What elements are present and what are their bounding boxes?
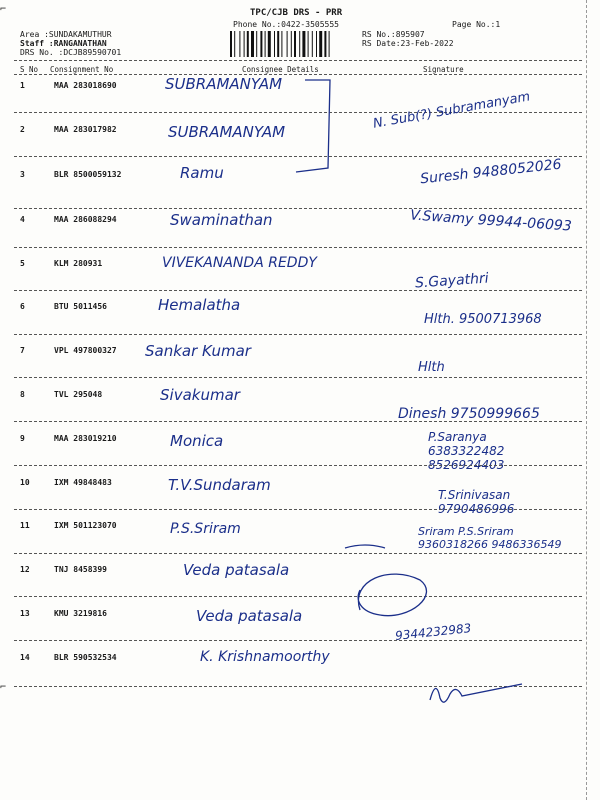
staff-field: Staff :RANGANATHAN [20,39,107,48]
row-consignee: K. Krishnamoorthy [200,649,330,665]
table-row [0,156,600,211]
row-consignee: Sivakumar [160,386,240,404]
row-consignment: BLR 8500059132 [54,170,122,179]
table-row [0,342,600,387]
row-signature: V.Swamy 99944-06093 [409,207,573,235]
header-rule-top [14,60,582,61]
row-consignee: Sankar Kumar [145,342,251,360]
row-consignment: KLM 280931 [54,259,103,268]
row-consignee: Swaminathan [170,211,273,229]
row-signature: N. Sub(?) Subramanyam [371,89,532,132]
table-row [0,296,600,343]
row-signature: 9344232983 [394,621,472,643]
row-divider [14,112,582,113]
table-row [0,649,600,694]
row-sno: 11 [20,521,30,530]
phone-number: Phone No.:0422-3505555 [233,20,339,29]
row-signature: Suresh 9488052026 [419,156,563,188]
corner-mark: ⌐ [0,682,7,693]
row-divider [14,640,582,641]
row-consignee: Monica [170,432,224,450]
row-consignment: BTU 5011456 [54,302,107,311]
column-header-consignment: Consignment No [50,65,114,74]
table-row [0,478,600,519]
row-divider [14,290,582,291]
column-header-consignee: Consignee Details [242,65,319,74]
row-sno: 14 [20,653,30,662]
row-consignee: SUBRAMANYAM [165,75,283,93]
rs-date: RS Date:23-Feb-2022 [362,39,454,48]
row-divider [14,509,582,510]
table-row [0,207,600,256]
row-signature: P.Saranya 6383322482 8526924403 [428,430,505,472]
row-signature: Hlth [418,360,445,375]
row-sno: 5 [20,259,25,268]
row-divider [14,465,582,466]
table-row [0,386,600,431]
row-consignment: KMU 3219816 [54,609,107,618]
row-consignment: TNJ 8458399 [54,565,107,574]
page-number: Page No.:1 [452,20,501,29]
header-rule-bottom [14,74,582,75]
table-row [0,89,600,166]
rs-number: RS No.:895907 [362,30,425,39]
row-consignment: IXM 49848483 [54,478,112,487]
row-sno: 13 [20,609,30,618]
table-row [0,430,600,475]
table-row [0,521,600,562]
row-consignment: TVL 295048 [54,390,103,399]
row-divider [14,377,582,378]
drs-number: DRS No. :DCJB89590701 [20,48,122,57]
row-sno: 6 [20,302,25,311]
row-sno: 10 [20,478,30,487]
row-sno: 8 [20,390,25,399]
row-consignee: VIVEKANANDA REDDY [162,255,317,271]
row-divider [14,247,582,248]
row-divider [14,421,582,422]
row-divider [14,208,582,209]
row-consignment: MAA 283019210 [54,434,117,443]
row-signature: T.Srinivasan 9790486996 [438,488,515,516]
row-sno: 2 [20,125,25,134]
row-consignment: BLR 590532534 [54,653,117,662]
row-divider [14,553,582,554]
row-sno: 4 [20,215,25,224]
row-signature: Dinesh 9750999665 [398,406,540,422]
row-signature: Hlth. 9500713968 [424,312,542,327]
row-sno: 1 [20,81,25,90]
row-consignee: P.S.Sriram [170,521,241,537]
row-consignment: MAA 286088294 [54,215,117,224]
row-consignment: MAA 283018690 [54,81,117,90]
table-row [0,561,600,606]
row-consignment: IXM 501123070 [54,521,117,530]
corner-mark: ⌐ [0,4,7,15]
row-consignment: MAA 283017982 [54,125,117,134]
table-row [0,609,600,650]
row-consignee: T.V.Sundaram [168,476,271,494]
row-sno: 3 [20,170,25,179]
row-divider [14,156,582,157]
row-consignee: Veda patasala [183,561,290,579]
row-divider [14,686,582,687]
row-signature: Sriram P.S.Sriram 9360318266 9486336549 [418,525,562,551]
table-row [0,255,600,300]
row-consignee: Ramu [180,164,224,182]
row-sno: 7 [20,346,25,355]
sheet-title: TPC/CJB DRS - PRR [250,8,343,18]
row-consignment: VPL 497800327 [54,346,117,355]
row-divider [14,334,582,335]
row-sno: 12 [20,565,30,574]
row-divider [14,596,582,597]
row-sno: 9 [20,434,25,443]
area-field: Area :SUNDAKAMUTHUR [20,30,112,39]
row-signature: S.Gayathri [414,270,490,292]
row-consignee: SUBRAMANYAM [168,123,286,141]
row-consignee: Veda patasala [196,607,303,625]
row-consignee: Hemalatha [158,296,241,314]
column-header-sno: S No [20,65,39,74]
column-header-signature: Signature [423,65,464,74]
barcode-image [230,31,354,57]
